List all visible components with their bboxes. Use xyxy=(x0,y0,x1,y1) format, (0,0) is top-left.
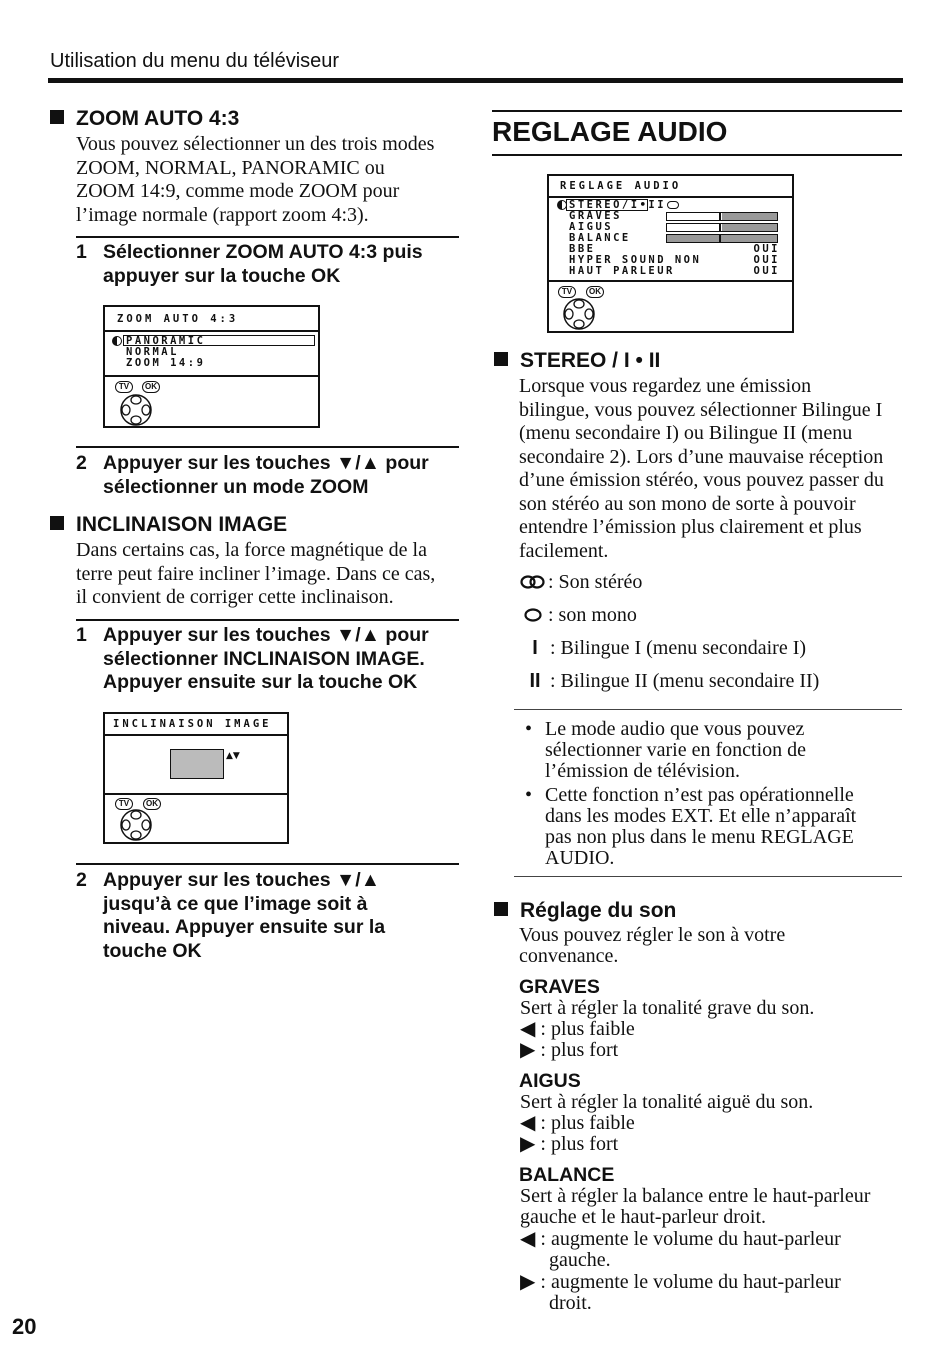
divider xyxy=(76,619,459,621)
divider xyxy=(514,876,902,877)
ok-key-icon: OK xyxy=(586,286,604,298)
tilt-body: Dans certains cas, la force magnétique de la terre peut faire incliner l’image. Dans ce cas, il convient de corriger cette inclinaison. xyxy=(76,539,436,608)
zoom-body: Vous pouvez sélectionner un des trois modes ZOOM, NORMAL, PANORAMIC ou ZOOM 14:9, comme mode ZOOM pour l’image normale (rapport zoom 4:3). xyxy=(76,133,435,226)
graves-left: ◀ : plus faible xyxy=(520,1018,635,1040)
dpad-icon xyxy=(562,297,596,331)
tv-key-icon: TV xyxy=(115,798,133,810)
son-heading: Réglage du son xyxy=(494,899,676,923)
zoom-step-1: 1 Sélectionner ZOOM AUTO 4:3 puis appuyer sur la touche OK xyxy=(76,241,423,287)
audio-osd-screen: REGLAGE AUDIO STEREO/I•II GRAVES AIGUS BALANCE BBE HYPER SOUND NON HAUT PARLEUR OUI OUI OUI TV OK xyxy=(547,174,794,333)
balance-slider xyxy=(666,234,778,243)
ok-key-icon: OK xyxy=(143,798,161,810)
aigus-desc: Sert à régler la tonalité aiguë du son. xyxy=(520,1091,814,1113)
divider xyxy=(514,709,902,710)
graves-right: ▶ : plus fort xyxy=(520,1039,619,1061)
updown-arrows-icon: ▲▼ xyxy=(226,751,240,761)
legend-mono: : son mono xyxy=(520,604,637,627)
bilingue-1-symbol: I xyxy=(532,637,538,659)
divider xyxy=(76,236,459,238)
square-bullet-icon xyxy=(50,110,64,124)
legend-bilingue-2: II : Bilingue II (menu secondaire II) xyxy=(520,670,819,693)
balance-right: ▶ : augmente le volume du haut-parleur droit. xyxy=(520,1271,841,1314)
bilingue-2-symbol: II xyxy=(529,670,541,692)
legend-bilingue-1: I : Bilingue I (menu secondaire I) xyxy=(520,637,806,660)
balance-desc: Sert à régler la balance entre le haut-parleur gauche et le haut-parleur droit. xyxy=(520,1185,871,1228)
son-body: Vous pouvez régler le son à votre convenance. xyxy=(519,924,786,967)
graves-desc: Sert à régler la tonalité grave du son. xyxy=(520,997,815,1019)
square-bullet-icon xyxy=(494,902,508,916)
page-number: 20 xyxy=(12,1314,37,1339)
zoom-step-2: 2 Appuyer sur les touches ▼/▲ pour sélectionner un mode ZOOM xyxy=(76,452,429,498)
aigus-heading: AIGUS xyxy=(519,1070,581,1092)
ok-key-icon: OK xyxy=(142,381,160,393)
tilt-step-2: 2 Appuyer sur les touches ▼/▲ jusqu’à ce que l’image soit à niveau. Appuyer ensuite sur la touche OK xyxy=(76,869,386,962)
title-rule-bottom xyxy=(492,154,902,156)
tilt-osd-screen: INCLINAISON IMAGE ▲▼ TV OK xyxy=(103,712,289,844)
aigus-right: ▶ : plus fort xyxy=(520,1133,619,1155)
zoom-heading: ZOOM AUTO 4:3 xyxy=(50,107,239,131)
graves-slider xyxy=(666,212,778,221)
tv-key-icon: TV xyxy=(558,286,576,298)
dpad-icon xyxy=(119,393,153,427)
balance-heading: BALANCE xyxy=(519,1164,615,1186)
aigus-slider xyxy=(666,223,778,232)
mono-symbol-icon xyxy=(520,608,548,622)
stereo-heading: STEREO / I • II xyxy=(494,349,660,373)
tilt-heading: INCLINAISON IMAGE xyxy=(50,513,287,537)
tilt-step-1: 1 Appuyer sur les touches ▼/▲ pour sélectionner INCLINAISON IMAGE. Appuyer ensuite sur la touche OK xyxy=(76,624,429,693)
stereo-icon xyxy=(112,336,122,346)
running-header: Utilisation du menu du téléviseur xyxy=(50,50,340,72)
mono-icon xyxy=(667,201,679,209)
tilt-level-box xyxy=(170,749,224,779)
zoom-osd-screen: ZOOM AUTO 4:3 PANORAMIC NORMAL ZOOM 14:9 TV OK xyxy=(103,305,320,428)
divider xyxy=(76,446,459,448)
section-title: REGLAGE AUDIO xyxy=(492,116,728,147)
stereo-symbol-icon xyxy=(520,575,548,589)
square-bullet-icon xyxy=(494,352,508,366)
aigus-left: ◀ : plus faible xyxy=(520,1112,635,1134)
stereo-body: Lorsque vous regardez une émission bilingue, vous pouvez sélectionner Bilingue I (menu secondaire I) ou Bilingue II (menu secondaire 2). Lors d’une mauvaise réception d’une émission stéréo, vous pouvez passer du son stéréo au son mono de sorte à pouvoir entendre l’émission plus clairement et plus facilement. xyxy=(519,375,884,562)
balance-left: ◀ : augmente le volume du haut-parleur gauche. xyxy=(520,1228,841,1271)
divider xyxy=(76,863,459,865)
dpad-icon xyxy=(119,808,153,842)
graves-heading: GRAVES xyxy=(519,976,600,998)
header-rule xyxy=(48,78,903,83)
title-rule-top xyxy=(492,110,902,112)
tv-key-icon: TV xyxy=(115,381,133,393)
legend-stereo: : Son stéréo xyxy=(520,571,642,594)
square-bullet-icon xyxy=(50,516,64,530)
